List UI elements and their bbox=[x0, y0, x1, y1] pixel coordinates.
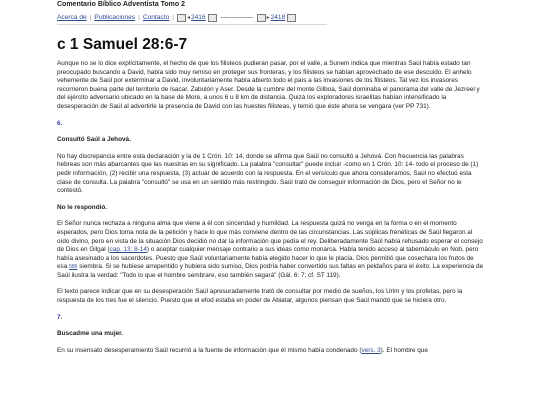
commentary-paragraph bbox=[57, 347, 485, 356]
verse-number: 7. bbox=[57, 313, 63, 321]
commentary-paragraph bbox=[57, 220, 485, 280]
arrow-right-icon: ▸ bbox=[266, 15, 270, 21]
intro-paragraph: Aunque no se lo dice explícitamente, el hecho de que los filisteos pudieran pasar, por el valle, a Sunem indica que mientras Saúl había estado tan preocupado buscando a David, había sido muy remiso en proteger sus fronteras, y los filisteos se habían aprovechado de ese descuido. El anhelo vehemente de Saúl por exterminar a David, involuntariamente había abierto todo el país a las invasiones de los filisteos. Tal vez los invasores recorrieron buena parte del territorio de Isacar, Zabulón y Aser. Desde la cumbre del monte Gilboa, Saúl dominaba el panorama del valle de Jezreel y del ejército adversario ubicado en la base de More, a unos 6 u 8 km de distancia. Quizá los exploradores israelitas habían intensificado la desesperación de Saúl al advertirle la presencia de David con las huestes filisteas, y temió que éste ahora se vengara (ver PP 731). bbox=[57, 60, 480, 110]
nav-contact-link[interactable]: Contacto bbox=[142, 14, 170, 21]
page-divider: --------------- bbox=[220, 14, 254, 21]
nav-separator: | bbox=[172, 14, 174, 21]
commentary-subheading: No le respondió. bbox=[57, 203, 108, 211]
verse-heading: Buscadme una mujer. bbox=[57, 330, 124, 338]
arrow-left-icon: ◂ bbox=[186, 15, 190, 21]
paragraph-text: siembra. Si se hubiese arrepentido y hubiera sido sumiso, Dios podría haber convertido sus faltas en peldaños para el éxito. La experiencia de Saúl ilustra la verdad: "Todo lo que el hombre sembrare, eso también segará" (Gál. 6: 7; cf. ST 119). bbox=[57, 263, 484, 279]
prev-page-nav[interactable] bbox=[177, 14, 218, 22]
nav-about-link[interactable]: Acerca de bbox=[57, 14, 87, 21]
nav-separator: | bbox=[89, 14, 92, 21]
nav-publications-link[interactable]: Publicaciones bbox=[94, 14, 136, 21]
paragraph-text: El Señor nunca rechaza a ninguna alma que viene a él con sinceridad y humildad. La respuesta quizá no venga en la forma o en el momento esperados, pero Dios toma nota de la petición y hace lo que más conviene dentro de las circunstancias. Las súplicas frenéticas de Saúl llegaron al oído divino, pero en vista de la situación Dios decidió no dar la información que pedía el rey. Deliberadamente Saúl había rehusado esperar el consejo de Dios en Gilgal ( bbox=[57, 220, 483, 254]
commentary-paragraph: No hay discrepancia entre esta declaración y la de 1 Crón. 10: 14, donde se afirma que Saúl no consultó a Jehová. Con frecuencia las palabras hebreas son más abarcantes que las nuestras en su significado. La palabra "consultar" puede incluir -como en 1 Crón. 10: 14- todo el proceso de (1) pedir información, (2) recibir una respuesta, (3) actuar de acuerdo con la respuesta. En el versículo que ahora consideramos, Saúl no efectuó esta clase de consulta. La palabra "consultó" se usa en un sentido más restringido. Saúl trató de conseguir información de Dios, pero el Señor no le contestó. bbox=[57, 152, 479, 195]
book-icon bbox=[287, 14, 296, 22]
prev-page-link[interactable]: 2416 bbox=[190, 14, 206, 21]
paragraph-text: En su insensato desesperamiento Saúl recurrió a la fuente de información que él mismo había condenado ( bbox=[57, 346, 362, 354]
scripture-reference-link[interactable]: cap. 13: 8-14 bbox=[109, 246, 147, 254]
verse-number: 6. bbox=[57, 119, 63, 127]
book-icon bbox=[208, 14, 217, 22]
page-marker-link[interactable]: 586 bbox=[69, 264, 78, 271]
paragraph-text: ). El hombre que bbox=[380, 346, 428, 354]
paragraph-text: ) o aceptar cualquier mensaje contrario a sus ideas como monarca. Había tenido acceso al tabernáculo en Nob, pero había asesinado a los sacerdotes. Puesto que Saúl voluntariamente había elegido hacer lo que le placía, Dios permitió que cosechara los frutos de esa bbox=[57, 246, 479, 271]
next-page-nav[interactable] bbox=[257, 14, 298, 22]
commentary-content bbox=[57, 60, 485, 355]
commentary-paragraph: El texto parece indicar que en su desesperación Saúl apresuradamente trató de consultar por medio de sueños, los Urim y los profetas, pero la respuesta de los tres fue el silencio. Puesto que el efod estaba en poder de Abiatar, algunos piensan que Saúl mandó que se hiciera otro. bbox=[57, 288, 463, 305]
site-title: Comentario Bíblico Adventista Tomo 2 bbox=[57, 1, 185, 8]
scripture-reference-link[interactable]: vers. 3 bbox=[361, 346, 381, 354]
top-navigation bbox=[57, 11, 327, 25]
verse-heading: Consultó Saúl a Jehová. bbox=[57, 136, 131, 144]
page-icon bbox=[177, 14, 186, 22]
page-icon bbox=[257, 14, 266, 22]
next-page-link[interactable]: 2418 bbox=[270, 14, 286, 21]
nav-separator: | bbox=[138, 14, 140, 21]
page-title: c 1 Samuel 28:6-7 bbox=[57, 36, 188, 53]
